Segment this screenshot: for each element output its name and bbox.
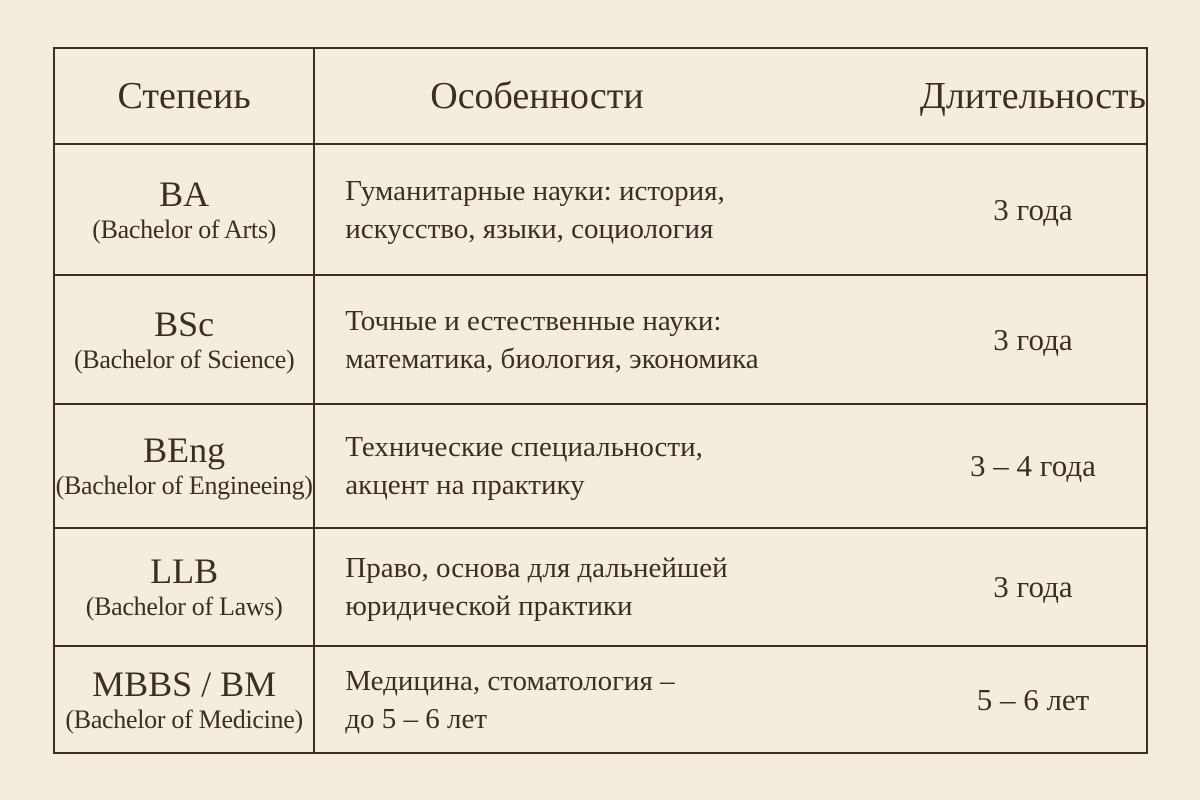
features-line: до 5 – 6 лет — [345, 702, 488, 735]
duration-cell: 3 года — [920, 144, 1147, 275]
degree-abbr: MBBS / BM — [92, 663, 277, 704]
features-cell — [314, 646, 920, 753]
table-row — [54, 404, 1147, 528]
degree-abbr: BA — [159, 173, 210, 214]
duration-cell: 5 – 6 лет — [920, 646, 1147, 753]
degree-cell — [54, 275, 314, 404]
header-degree: Степеиь — [54, 48, 314, 144]
degrees-table — [53, 47, 1148, 754]
features-line: Гуманитарные науки: история, — [345, 174, 725, 207]
degree-cell — [54, 144, 314, 275]
table-row — [54, 646, 1147, 753]
duration-cell: 3 года — [920, 528, 1147, 646]
features-line: Право, основа для дальнейшей — [345, 552, 728, 584]
features-line: Медицина, стоматология – — [345, 664, 675, 697]
header-row — [54, 48, 1147, 144]
degree-cell — [54, 404, 314, 528]
table-row — [54, 144, 1147, 275]
duration-cell: 3 – 4 года — [920, 404, 1147, 528]
degree-full-name: (Bachelor of Laws) — [85, 592, 283, 621]
table-row — [54, 528, 1147, 646]
degree-full-name: (Bachelor of Arts) — [92, 214, 276, 244]
features-cell — [314, 144, 920, 275]
degree-abbr: BSc — [154, 303, 215, 344]
features-line: акцент на практику — [345, 469, 585, 501]
features-cell — [314, 404, 920, 528]
features-cell — [314, 528, 920, 646]
degree-abbr: LLB — [150, 551, 219, 591]
duration-cell: 3 года — [920, 275, 1147, 404]
degree-full-name: (Bachelor of Medicine) — [65, 704, 303, 734]
degree-abbr: BEng — [143, 430, 226, 470]
header-features: Особенности — [314, 48, 920, 144]
table-row — [54, 275, 1147, 404]
features-line: Точные и естественные науки: — [345, 304, 722, 337]
degree-full-name: (Bachelor of Engineeing) — [55, 471, 313, 500]
features-line: математика, биология, экономика — [345, 342, 759, 375]
degree-cell — [54, 646, 314, 753]
degree-full-name: (Bachelor of Science) — [73, 344, 295, 374]
features-line: юридической практики — [345, 590, 633, 622]
features-line: Технические специальности, — [345, 431, 703, 463]
degree-cell — [54, 528, 314, 646]
header-duration: Длительность — [920, 48, 1147, 144]
features-line: искусство, языки, социология — [345, 212, 714, 245]
features-cell — [314, 275, 920, 404]
